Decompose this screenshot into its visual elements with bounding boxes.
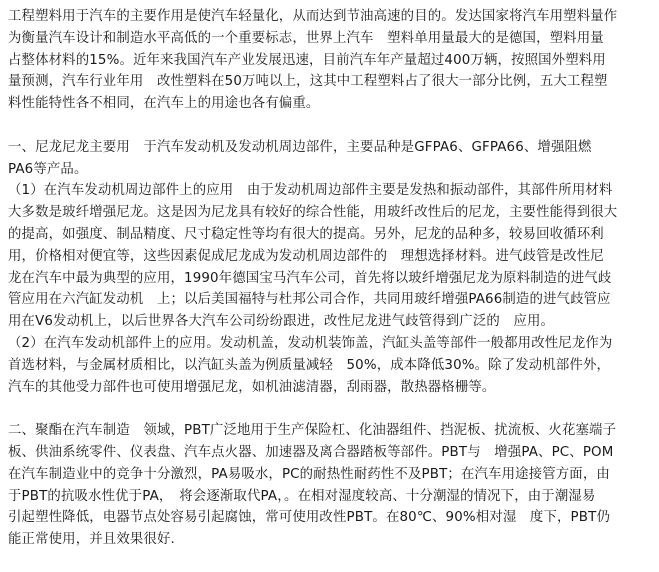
section-heading-line: 一、尼龙尼龙主要用 于汽车发动机及发动机周边部件，主要品种是GFPA6、GFPA66、增强阻燃 [8,139,592,155]
text-line: （2）在汽车发动机部件上的应用。发动机盖，发动机装饰盖，汽缸头盖等部件一般都用改性尼龙作为 [8,335,613,351]
text-line: 引起塑性降低，电器节点处容易引起腐蚀，常可使用改性PBT。在80℃、90%相对湿 度下，PBT仍 [8,510,610,526]
text-line: 在汽车制造业中的竞争十分激烈，PA易吸水，PC的耐热性耐药性不及PBT；在汽车用途接管方面，由 [8,466,610,482]
text-line: 占整体材料的15%。近年来我国汽车产业发展迅速，目前汽车年产量超过400万辆，按照国外塑料用 [8,52,606,68]
paragraph-spacer [8,115,649,137]
text-line: 大多数是玻纤增强尼龙。这是因为尼龙具有较好的综合性能，用玻纤改性后的尼龙，主要性能得到很大 [8,205,618,221]
text-line: （1）在汽车发动机周边部件上的应用 由于发动机周边部件主要是发热和振动部件，其部件所用材料 [8,183,613,199]
text-line: 龙在汽车中最为典型的应用，1990年德国宝马汽车公司，首先将以玻纤增强尼龙为原料制造的进气歧 [8,270,612,286]
intro-paragraph [8,6,649,115]
text-line: 用在V6发动机上，以后世界各大汽车公司纷纷跟进，改性尼龙进气歧管得到广泛的 应用。 [8,314,555,330]
text-line: 用，价格相对便宜等，这些因素促成尼龙成为发动机周边部件的 理想选择材料。进气歧管是改性尼 [8,248,604,264]
text-line: 工程塑料用于汽车的主要作用是使汽车轻量化，从而达到节油高速的目的。发达国家将汽车用塑料量作 [8,9,618,24]
text-line: 量预测，汽车行业年用 改性塑料在50万吨以上，这其中工程塑料占了很大一部分比例，五大工程塑 [8,74,608,90]
text-line: 为衡量汽车设计和制造水平高低的一个重要标志，世界上汽车 塑料单用量最大的是德国，塑料用量 [8,30,604,46]
text-line: 料性能特性各不相同，在汽车上的用途也各有偏重。 [8,96,320,112]
text-line: 首选材料，与金属材质相比，以汽缸头盖为例质量减轻 50%，成本降低30%。除了发动机部件外， [8,357,611,373]
section-nylon [8,137,649,399]
text-line: 的提高，如强度、制品精度、尺寸稳定性等均有很大的提高。另外，尼龙的品种多，较易回收循环利 [8,226,604,242]
section-polyester [8,420,649,551]
text-line: 能正常使用，并且效果很好. [8,532,175,548]
text-line: PA6等产品。 [8,161,88,177]
paragraph-spacer [8,398,649,420]
section-heading-line: 二、聚酯在汽车制造 领域，PBT广泛地用于生产保险杠、化油器组件、挡泥板、扰流板、火花塞端子 [8,423,617,439]
text-line: 板、供油系统零件、仪表盘、汽车点火器、加速器及离合器踏板等部件。PBT与 增强PA、PC、POM [8,444,614,460]
text-line: 汽车的其他受力部件也可使用增强尼龙，如机油滤清器，刮雨器，散热器格栅等。 [8,379,496,395]
text-line: 管应用在六汽缸发动机 上；以后美国福特与杜邦公司合作，共同用玻纤增强PA66制造的进气歧管应 [8,292,611,308]
text-line: 于PBT的抗吸水性优于PA， 将会逐渐取代PA，。在相对湿度较高、十分潮湿的情况下，由于潮湿易 [8,488,596,504]
